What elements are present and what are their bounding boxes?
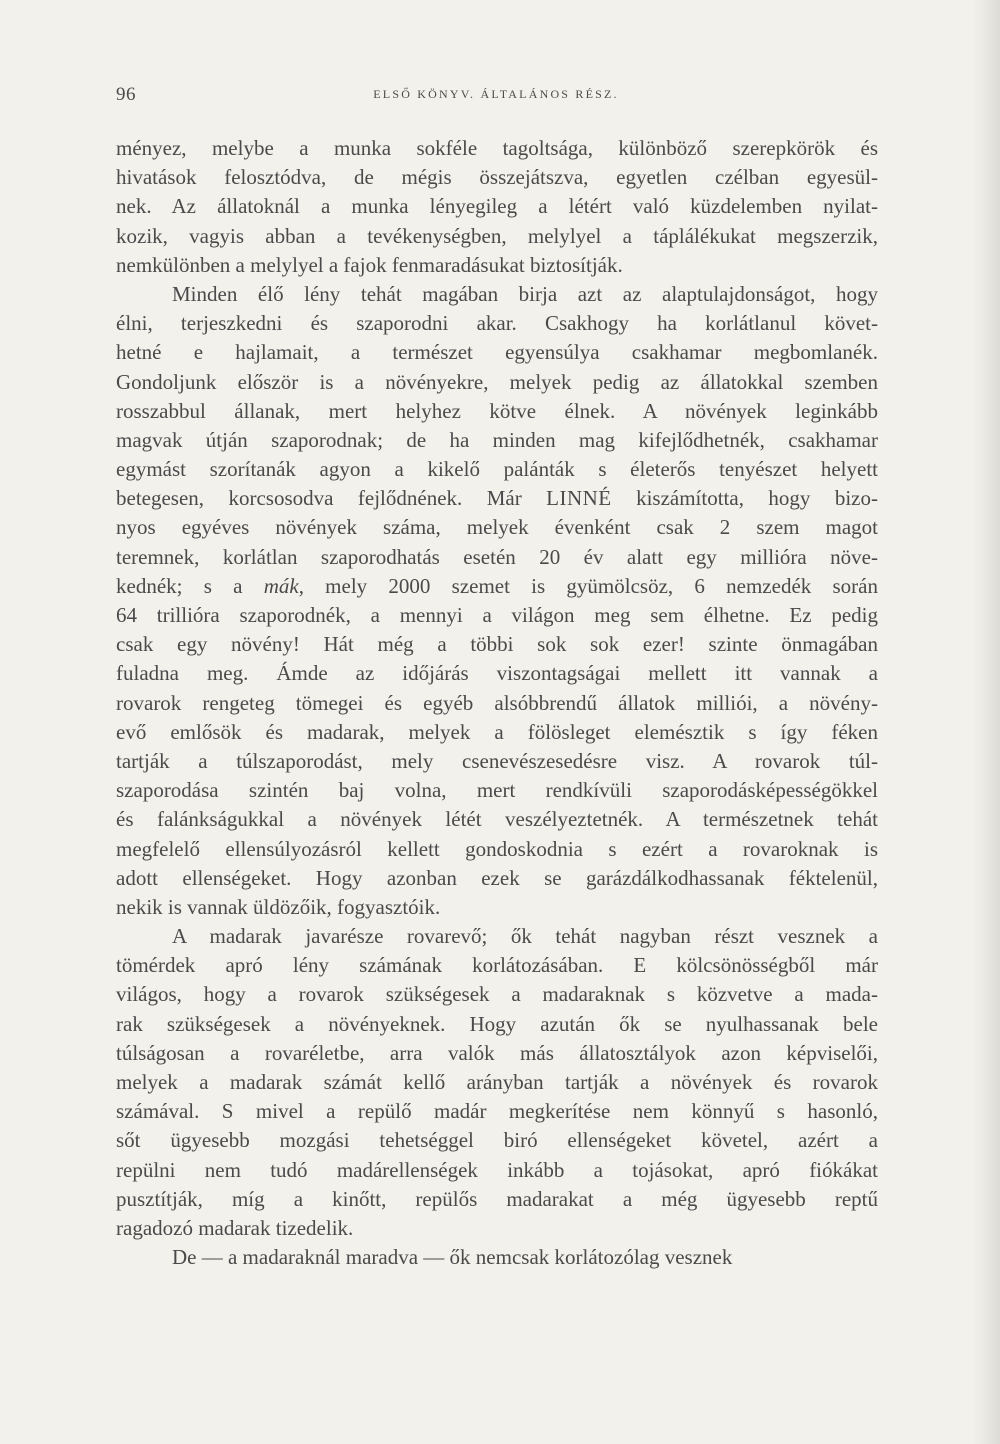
text-line: sőt ügyesebb mozgási tehetséggel biró ellenségeket követel, azért a: [116, 1128, 878, 1153]
text-line: hetné e hajlamait, a természet egyensúlya csakhamar megbomlanék.: [116, 340, 878, 365]
text-line: nekik is vannak üldözőik, fogyasztóik.: [116, 894, 441, 919]
text-line: számával. S mivel a repülő madár megkerítése nem könnyű s hasonló,: [116, 1099, 878, 1124]
text-line: ményez, melybe a munka sokféle tagoltsága, különböző szerepkörök és: [116, 136, 878, 160]
text-line: hivatások felosztódva, de mégis összejátszva, egyetlen czélban egyesül-: [116, 165, 878, 190]
text-line: csak egy növény! Hát még a többi sok sok ezer! szinte önmagában: [116, 632, 878, 657]
text-line: élni, terjeszkedni és szaporodni akar. Csakhogy ha korlátlanul követ-: [116, 311, 878, 336]
text-line: A madarak javarésze rovarevő; ők tehát nagyban részt vesznek a: [172, 924, 878, 949]
text-line: rovarok rengeteg tömegei és egyéb alsóbbrendű állatok milliói, a növény-: [116, 690, 878, 715]
text-line: kozik, vagyis abban a tevékenységben, melylyel a táplálékukat megszerzik,: [116, 223, 878, 248]
text-line: repülni nem tudó madárellenségek inkább a tojásokat, apró fiókákat: [116, 1157, 878, 1182]
text-line: rosszabbul állanak, mert helyhez kötve élnek. A növények leginkább: [116, 398, 878, 423]
text-line: tartják a túlszaporodást, mely csenevészesedésre visz. A rovarok túl-: [116, 748, 878, 773]
page-edge-shadow: [972, 0, 1000, 1444]
text-line: betegesen, korcsosodva fejlődnének. Már LINNÉ kiszámította, hogy bizo-: [116, 486, 878, 511]
running-head: ELSŐ KÖNYV. ÁLTALÁNOS RÉSZ.: [373, 87, 619, 101]
text-line: Minden élő lény tehát magában birja azt az alaptulajdonságot, hogy: [172, 281, 878, 306]
page-header: [116, 84, 876, 110]
text-line: kednék; s a mák, mely 2000 szemet is gyümölcsöz, 6 nemzedék során: [116, 573, 878, 598]
text-line: De — a madaraknál maradva — ők nemcsak korlátozólag vesznek: [172, 1245, 733, 1270]
text-line: 64 trillióra szaporodnék, a mennyi a világon meg sem élhetne. Ez pedig: [116, 603, 878, 627]
text-line: világos, hogy a rovarok szükségesek a madaraknak s közvetve a mada-: [116, 982, 878, 1007]
text-line: melyek a madarak számát kellő arányban tartják a növények és rovarok: [116, 1070, 878, 1094]
text-line: nemkülönben a melylyel a fajok fenmaradásukat biztosítják.: [116, 252, 623, 277]
text-line: túlságosan a rovaréletbe, arra valók más állatosztályok azon képviselői,: [116, 1040, 878, 1065]
text-line: ragadozó madarak tizedelik.: [116, 1215, 354, 1240]
text-line: teremnek, korlátlan szaporodhatás esetén 20 év alatt egy millióra növe-: [116, 544, 878, 569]
text-line: egymást szorítanák agyon a kikelő palánták s életerős tenyészet helyett: [116, 457, 878, 482]
text-line: szaporodása szintén baj volna, mert rendkívüli szaporodásképességökkel: [116, 778, 878, 803]
text-line: Gondoljunk először is a növényekre, melyek pedig az állatokkal szemben: [116, 369, 878, 394]
page-number: 96: [116, 84, 136, 105]
text-line: nek. Az állatoknál a munka lényegileg a létért való küzdelemben nyilat-: [116, 194, 878, 219]
small-caps-name: LINNÉ: [546, 486, 612, 511]
text-line: megfelelő ellensúlyozásról kellett gondoskodnia s ezért a rovaroknak is: [116, 836, 878, 861]
text-line: pusztítják, míg a kinőtt, repülős madarakat a még ügyesebb reptű: [116, 1186, 878, 1211]
text-line: rak szükségesek a növényeknek. Hogy azután ők se nyulhassanak bele: [116, 1011, 878, 1036]
text-line: magvak útján szaporodnak; de ha minden mag kifejlődhetnék, csakhamar: [116, 427, 878, 452]
text-line: nyos egyéves növények száma, melyek évenként csak 2 szem magot: [116, 515, 878, 540]
text-line: evő emlősök és madarak, melyek a fölösleget elemésztik s így féken: [116, 719, 878, 744]
body-text: [116, 134, 878, 1272]
text-line: fuladna meg. Ámde az időjárás viszontagságai mellett itt vannak a: [116, 661, 878, 686]
text-line: adott ellenségeket. Hogy azonban ezek se garázdálkodhassanak féktelenül,: [116, 865, 878, 890]
italic-term: mák: [263, 573, 299, 598]
text-line: tömérdek apró lény számának korlátozásában. E kölcsönösségből már: [116, 953, 878, 978]
text-line: és falánkságukkal a növények létét veszélyeztetnék. A természetnek tehát: [116, 807, 878, 832]
